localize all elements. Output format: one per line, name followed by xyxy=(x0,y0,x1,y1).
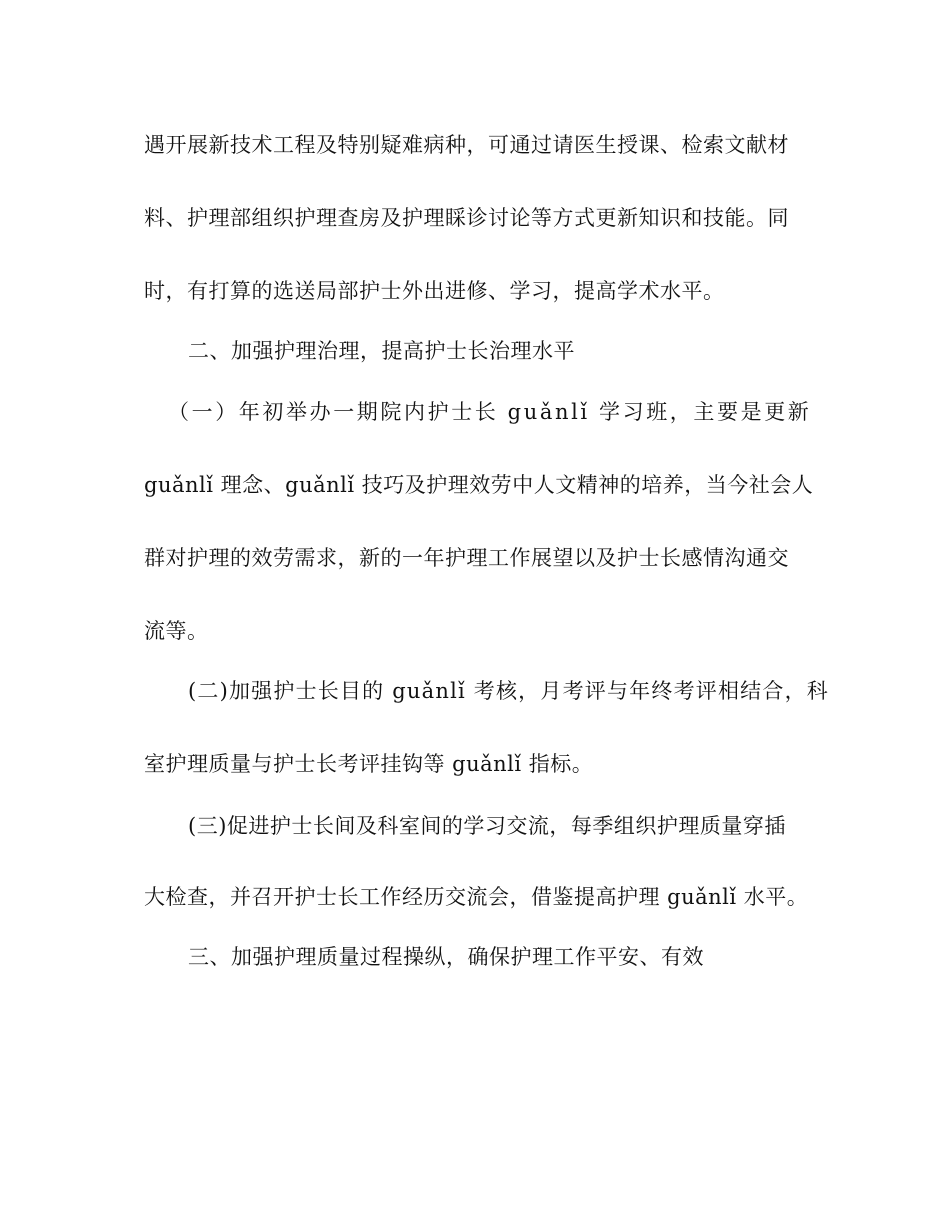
body-text-line: 流等。 xyxy=(144,619,209,643)
section-heading: 二、加强护理治理，提高护士长治理水平 xyxy=(188,339,575,363)
body-text-line: 大检查，并召开护士长工作经历交流会，借鉴提高护理 guǎnlǐ 水平。 xyxy=(144,885,809,909)
body-text-line: 料、护理部组织护理查房及护理睬诊讨论等方式更新知识和技能。同 xyxy=(144,206,789,230)
body-text-line: 群对护理的效劳需求，新的一年护理工作展望以及护士长感情沟通交 xyxy=(144,546,789,570)
body-text-line: (三)促进护士长间及科室间的学习交流，每季组织护理质量穿插 xyxy=(188,814,786,838)
body-text-line: 遇开展新技术工程及特别疑难病种，可通过请医生授课、检索文献材 xyxy=(144,133,789,157)
body-text-line: (二)加强护士长目的 guǎnlǐ 考核，月考评与年终考评相结合，科 xyxy=(188,679,829,703)
body-text-line: 时，有打算的选送局部护士外出进修、学习，提高学术水平。 xyxy=(144,279,725,303)
body-text-line: guǎnlǐ 理念、guǎnlǐ 技巧及护理效劳中人文精神的培养，当今社会人 xyxy=(144,473,814,497)
body-text-line: （一）年初举办一期院内护士长 guǎnlǐ 学习班，主要是更新 xyxy=(168,400,812,424)
section-heading: 三、加强护理质量过程操纵，确保护理工作平安、有效 xyxy=(188,945,704,969)
body-text-line: 室护理质量与护士长考评挂钩等 guǎnlǐ 指标。 xyxy=(144,752,594,776)
